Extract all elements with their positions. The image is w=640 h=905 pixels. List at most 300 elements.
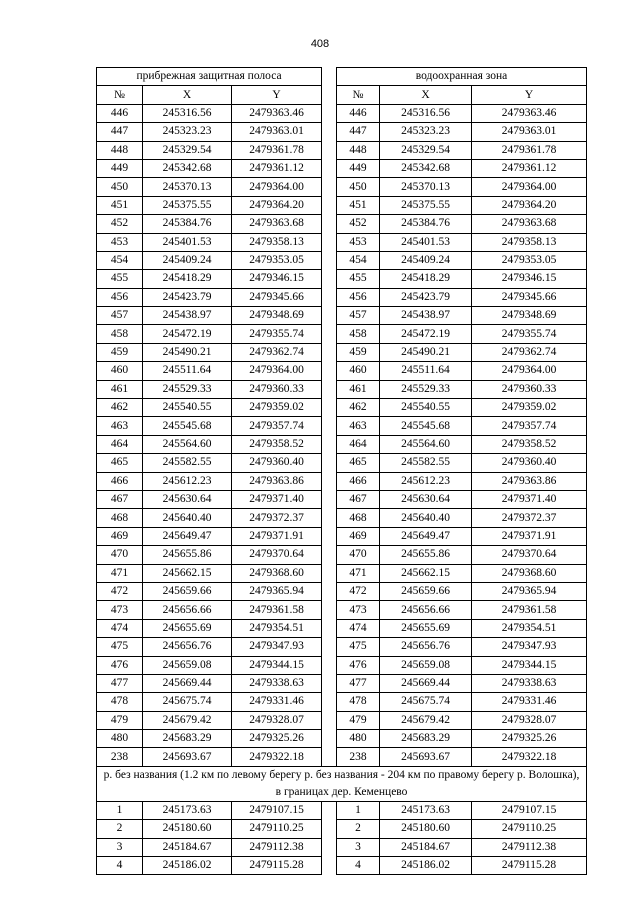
table-row — [97, 159, 587, 177]
x-coordinate-right: 245540.55 — [380, 399, 472, 417]
table-row — [97, 196, 587, 214]
y-coordinate-left: 2479322.18 — [232, 748, 322, 766]
x-coordinate-left: 245184.67 — [143, 838, 232, 856]
y-coordinate-left: 2479354.51 — [232, 619, 322, 637]
point-number-left: 469 — [97, 527, 143, 545]
y-coordinate-right: 2479344.15 — [472, 656, 587, 674]
x-coordinate-left: 245679.42 — [143, 711, 232, 729]
point-number-right: 3 — [337, 838, 380, 856]
table-row — [97, 748, 587, 766]
right-col-num-header: № — [337, 86, 380, 104]
column-gap — [322, 270, 337, 288]
point-number-right: 472 — [337, 582, 380, 600]
x-coordinate-left: 245418.29 — [143, 270, 232, 288]
y-coordinate-right: 2479322.18 — [472, 748, 587, 766]
point-number-left: 461 — [97, 380, 143, 398]
y-coordinate-right: 2479364.20 — [472, 196, 587, 214]
x-coordinate-left: 245384.76 — [143, 215, 232, 233]
point-number-left: 457 — [97, 307, 143, 325]
point-number-left: 449 — [97, 159, 143, 177]
x-coordinate-left: 245655.69 — [143, 619, 232, 637]
x-coordinate-left: 245401.53 — [143, 233, 232, 251]
point-number-right: 469 — [337, 527, 380, 545]
x-coordinate-right: 245675.74 — [380, 693, 472, 711]
column-gap — [322, 564, 337, 582]
y-coordinate-left: 2479364.00 — [232, 362, 322, 380]
point-number-left: 465 — [97, 454, 143, 472]
x-coordinate-left: 245564.60 — [143, 435, 232, 453]
column-gap — [322, 417, 337, 435]
table-row — [97, 472, 587, 490]
point-number-left: 1 — [97, 801, 143, 819]
y-coordinate-left: 2479325.26 — [232, 730, 322, 748]
x-coordinate-left: 245173.63 — [143, 801, 232, 819]
y-coordinate-left: 2479363.68 — [232, 215, 322, 233]
x-coordinate-right: 245693.67 — [380, 748, 472, 766]
x-coordinate-left: 245511.64 — [143, 362, 232, 380]
point-number-right: 453 — [337, 233, 380, 251]
y-coordinate-left: 2479371.40 — [232, 490, 322, 508]
point-number-left: 480 — [97, 730, 143, 748]
column-gap — [322, 435, 337, 453]
point-number-left: 462 — [97, 399, 143, 417]
x-coordinate-right: 245656.76 — [380, 638, 472, 656]
x-coordinate-right: 245438.97 — [380, 307, 472, 325]
point-number-right: 470 — [337, 546, 380, 564]
table-row — [97, 656, 587, 674]
column-gap — [322, 178, 337, 196]
x-coordinate-left: 245180.60 — [143, 820, 232, 838]
table-row — [97, 215, 587, 233]
river-section-title: р. без названия (1.2 км по левому берегу р. без названия - 204 км по правому берегу р. Волошка), в границах дер. Кеменцево — [97, 766, 587, 801]
column-gap — [322, 454, 337, 472]
y-coordinate-right: 2479368.60 — [472, 564, 587, 582]
column-gap — [322, 399, 337, 417]
x-coordinate-right: 245418.29 — [380, 270, 472, 288]
y-coordinate-right: 2479338.63 — [472, 674, 587, 692]
y-coordinate-right: 2479361.58 — [472, 601, 587, 619]
column-gap — [322, 325, 337, 343]
point-number-right: 480 — [337, 730, 380, 748]
column-gap — [322, 711, 337, 729]
y-coordinate-left: 2479348.69 — [232, 307, 322, 325]
x-coordinate-left: 245662.15 — [143, 564, 232, 582]
column-gap — [322, 123, 337, 141]
x-coordinate-left: 245640.40 — [143, 509, 232, 527]
point-number-right: 476 — [337, 656, 380, 674]
point-number-left: 477 — [97, 674, 143, 692]
point-number-left: 460 — [97, 362, 143, 380]
point-number-right: 238 — [337, 748, 380, 766]
x-coordinate-left: 245490.21 — [143, 343, 232, 361]
point-number-right: 462 — [337, 399, 380, 417]
column-gap — [322, 656, 337, 674]
y-coordinate-right: 2479328.07 — [472, 711, 587, 729]
y-coordinate-right: 2479364.00 — [472, 362, 587, 380]
column-gap — [322, 380, 337, 398]
point-number-left: 452 — [97, 215, 143, 233]
table-row — [97, 582, 587, 600]
y-coordinate-right: 2479372.37 — [472, 509, 587, 527]
column-gap — [322, 838, 337, 856]
y-coordinate-right: 2479346.15 — [472, 270, 587, 288]
column-gap — [322, 86, 337, 104]
y-coordinate-left: 2479363.86 — [232, 472, 322, 490]
y-coordinate-left: 2479345.66 — [232, 288, 322, 306]
point-number-left: 451 — [97, 196, 143, 214]
x-coordinate-right: 245173.63 — [380, 801, 472, 819]
table-row — [97, 454, 587, 472]
table-row — [97, 417, 587, 435]
y-coordinate-right: 2479363.68 — [472, 215, 587, 233]
point-number-left: 464 — [97, 435, 143, 453]
x-coordinate-right: 245659.66 — [380, 582, 472, 600]
point-number-left: 447 — [97, 123, 143, 141]
point-number-right: 466 — [337, 472, 380, 490]
point-number-right: 454 — [337, 251, 380, 269]
x-coordinate-left: 245375.55 — [143, 196, 232, 214]
column-gap — [322, 196, 337, 214]
point-number-left: 454 — [97, 251, 143, 269]
column-gap — [322, 141, 337, 159]
column-gap — [322, 472, 337, 490]
point-number-right: 4 — [337, 857, 380, 875]
point-number-left: 467 — [97, 490, 143, 508]
y-coordinate-left: 2479344.15 — [232, 656, 322, 674]
table-row — [97, 399, 587, 417]
y-coordinate-right: 2479365.94 — [472, 582, 587, 600]
column-gap — [322, 582, 337, 600]
table-row — [97, 343, 587, 361]
y-coordinate-right: 2479357.74 — [472, 417, 587, 435]
x-coordinate-left: 245329.54 — [143, 141, 232, 159]
point-number-right: 475 — [337, 638, 380, 656]
y-coordinate-left: 2479355.74 — [232, 325, 322, 343]
y-coordinate-right: 2479363.86 — [472, 472, 587, 490]
table-row — [97, 178, 587, 196]
point-number-left: 456 — [97, 288, 143, 306]
x-coordinate-right: 245423.79 — [380, 288, 472, 306]
table-row — [97, 490, 587, 508]
table-row — [97, 325, 587, 343]
y-coordinate-left: 2479346.15 — [232, 270, 322, 288]
column-gap — [322, 307, 337, 325]
column-gap — [322, 251, 337, 269]
point-number-right: 464 — [337, 435, 380, 453]
y-coordinate-left: 2479362.74 — [232, 343, 322, 361]
point-number-right: 471 — [337, 564, 380, 582]
y-coordinate-left: 2479112.38 — [232, 838, 322, 856]
point-number-right: 465 — [337, 454, 380, 472]
column-gap — [322, 509, 337, 527]
table-row — [97, 674, 587, 692]
x-coordinate-left: 245472.19 — [143, 325, 232, 343]
y-coordinate-left: 2479338.63 — [232, 674, 322, 692]
y-coordinate-left: 2479360.33 — [232, 380, 322, 398]
x-coordinate-right: 245659.08 — [380, 656, 472, 674]
x-coordinate-right: 245186.02 — [380, 857, 472, 875]
column-gap — [322, 801, 337, 819]
x-coordinate-right: 245375.55 — [380, 196, 472, 214]
point-number-left: 448 — [97, 141, 143, 159]
table-row — [97, 619, 587, 637]
y-coordinate-right: 2479360.33 — [472, 380, 587, 398]
y-coordinate-right: 2479363.01 — [472, 123, 587, 141]
point-number-right: 458 — [337, 325, 380, 343]
y-coordinate-right: 2479358.13 — [472, 233, 587, 251]
y-coordinate-right: 2479353.05 — [472, 251, 587, 269]
column-gap — [322, 215, 337, 233]
y-coordinate-right: 2479361.78 — [472, 141, 587, 159]
column-gap — [322, 362, 337, 380]
y-coordinate-left: 2479370.64 — [232, 546, 322, 564]
x-coordinate-left: 245656.76 — [143, 638, 232, 656]
x-coordinate-right: 245529.33 — [380, 380, 472, 398]
x-coordinate-right: 245180.60 — [380, 820, 472, 838]
x-coordinate-right: 245401.53 — [380, 233, 472, 251]
y-coordinate-left: 2479360.40 — [232, 454, 322, 472]
x-coordinate-left: 245438.97 — [143, 307, 232, 325]
point-number-right: 449 — [337, 159, 380, 177]
column-gap — [322, 527, 337, 545]
x-coordinate-left: 245669.44 — [143, 674, 232, 692]
y-coordinate-right: 2479362.74 — [472, 343, 587, 361]
y-coordinate-right: 2479345.66 — [472, 288, 587, 306]
point-number-left: 459 — [97, 343, 143, 361]
x-coordinate-left: 245370.13 — [143, 178, 232, 196]
point-number-right: 460 — [337, 362, 380, 380]
x-coordinate-right: 245655.69 — [380, 619, 472, 637]
point-number-left: 450 — [97, 178, 143, 196]
x-coordinate-right: 245409.24 — [380, 251, 472, 269]
y-coordinate-left: 2479364.00 — [232, 178, 322, 196]
y-coordinate-right: 2479363.46 — [472, 104, 587, 122]
x-coordinate-right: 245564.60 — [380, 435, 472, 453]
x-coordinate-left: 245659.08 — [143, 656, 232, 674]
y-coordinate-left: 2479110.25 — [232, 820, 322, 838]
point-number-left: 3 — [97, 838, 143, 856]
point-number-right: 468 — [337, 509, 380, 527]
y-coordinate-right: 2479110.25 — [472, 820, 587, 838]
column-gap — [322, 159, 337, 177]
y-coordinate-left: 2479358.13 — [232, 233, 322, 251]
right-col-x-header: X — [380, 86, 472, 104]
point-number-left: 458 — [97, 325, 143, 343]
y-coordinate-left: 2479361.78 — [232, 141, 322, 159]
table-row — [97, 251, 587, 269]
column-gap — [322, 546, 337, 564]
point-number-left: 453 — [97, 233, 143, 251]
point-number-right: 446 — [337, 104, 380, 122]
y-coordinate-left: 2479363.46 — [232, 104, 322, 122]
point-number-right: 477 — [337, 674, 380, 692]
left-col-num-header: № — [97, 86, 143, 104]
column-gap — [322, 490, 337, 508]
x-coordinate-left: 245656.66 — [143, 601, 232, 619]
table-row — [97, 380, 587, 398]
x-coordinate-left: 245693.67 — [143, 748, 232, 766]
point-number-right: 455 — [337, 270, 380, 288]
point-number-left: 470 — [97, 546, 143, 564]
y-coordinate-right: 2479325.26 — [472, 730, 587, 748]
x-coordinate-left: 245186.02 — [143, 857, 232, 875]
y-coordinate-left: 2479331.46 — [232, 693, 322, 711]
table-row — [97, 270, 587, 288]
point-number-left: 479 — [97, 711, 143, 729]
x-coordinate-right: 245329.54 — [380, 141, 472, 159]
table-row — [97, 307, 587, 325]
y-coordinate-left: 2479328.07 — [232, 711, 322, 729]
point-number-right: 473 — [337, 601, 380, 619]
column-gap — [322, 233, 337, 251]
point-number-left: 446 — [97, 104, 143, 122]
y-coordinate-left: 2479107.15 — [232, 801, 322, 819]
column-gap — [322, 820, 337, 838]
point-number-right: 467 — [337, 490, 380, 508]
table-row — [97, 638, 587, 656]
table-row — [97, 693, 587, 711]
point-number-right: 479 — [337, 711, 380, 729]
y-coordinate-right: 2479358.52 — [472, 435, 587, 453]
y-coordinate-left: 2479372.37 — [232, 509, 322, 527]
y-coordinate-right: 2479348.69 — [472, 307, 587, 325]
x-coordinate-left: 245540.55 — [143, 399, 232, 417]
column-gap — [322, 104, 337, 122]
x-coordinate-right: 245582.55 — [380, 454, 472, 472]
point-number-right: 461 — [337, 380, 380, 398]
y-coordinate-left: 2479361.12 — [232, 159, 322, 177]
y-coordinate-right: 2479364.00 — [472, 178, 587, 196]
x-coordinate-right: 245490.21 — [380, 343, 472, 361]
y-coordinate-right: 2479107.15 — [472, 801, 587, 819]
x-coordinate-right: 245630.64 — [380, 490, 472, 508]
x-coordinate-right: 245472.19 — [380, 325, 472, 343]
column-header-row — [97, 86, 587, 104]
x-coordinate-left: 245409.24 — [143, 251, 232, 269]
y-coordinate-left: 2479363.01 — [232, 123, 322, 141]
point-number-left: 466 — [97, 472, 143, 490]
point-number-left: 2 — [97, 820, 143, 838]
y-coordinate-right: 2479371.91 — [472, 527, 587, 545]
river-title-row — [97, 766, 587, 801]
point-number-right: 459 — [337, 343, 380, 361]
x-coordinate-left: 245655.86 — [143, 546, 232, 564]
y-coordinate-right: 2479355.74 — [472, 325, 587, 343]
column-gap — [322, 619, 337, 637]
table-row — [97, 820, 587, 838]
y-coordinate-right: 2479347.93 — [472, 638, 587, 656]
y-coordinate-left: 2479361.58 — [232, 601, 322, 619]
y-coordinate-left: 2479365.94 — [232, 582, 322, 600]
y-coordinate-right: 2479115.28 — [472, 857, 587, 875]
point-number-right: 463 — [337, 417, 380, 435]
point-number-left: 238 — [97, 748, 143, 766]
y-coordinate-right: 2479371.40 — [472, 490, 587, 508]
table-row — [97, 801, 587, 819]
x-coordinate-left: 245683.29 — [143, 730, 232, 748]
point-number-right: 452 — [337, 215, 380, 233]
y-coordinate-right: 2479360.40 — [472, 454, 587, 472]
right-col-y-header: Y — [472, 86, 587, 104]
column-gap — [322, 288, 337, 306]
y-coordinate-left: 2479368.60 — [232, 564, 322, 582]
x-coordinate-left: 245649.47 — [143, 527, 232, 545]
point-number-left: 468 — [97, 509, 143, 527]
point-number-left: 471 — [97, 564, 143, 582]
x-coordinate-left: 245659.66 — [143, 582, 232, 600]
y-coordinate-left: 2479357.74 — [232, 417, 322, 435]
right-section-title: водоохранная зона — [337, 68, 587, 86]
point-number-left: 474 — [97, 619, 143, 637]
y-coordinate-right: 2479361.12 — [472, 159, 587, 177]
column-gap — [322, 748, 337, 766]
x-coordinate-left: 245316.56 — [143, 104, 232, 122]
column-gap — [322, 857, 337, 875]
column-gap — [322, 693, 337, 711]
table-row — [97, 104, 587, 122]
x-coordinate-right: 245655.86 — [380, 546, 472, 564]
point-number-left: 473 — [97, 601, 143, 619]
x-coordinate-left: 245582.55 — [143, 454, 232, 472]
x-coordinate-right: 245679.42 — [380, 711, 472, 729]
x-coordinate-left: 245675.74 — [143, 693, 232, 711]
table-row — [97, 546, 587, 564]
point-number-right: 447 — [337, 123, 380, 141]
x-coordinate-left: 245630.64 — [143, 490, 232, 508]
table-row — [97, 564, 587, 582]
y-coordinate-left: 2479371.91 — [232, 527, 322, 545]
x-coordinate-right: 245656.66 — [380, 601, 472, 619]
column-gap — [322, 674, 337, 692]
coordinates-table — [96, 67, 587, 875]
x-coordinate-left: 245612.23 — [143, 472, 232, 490]
x-coordinate-right: 245370.13 — [380, 178, 472, 196]
y-coordinate-left: 2479358.52 — [232, 435, 322, 453]
table-row — [97, 857, 587, 875]
point-number-left: 475 — [97, 638, 143, 656]
x-coordinate-right: 245316.56 — [380, 104, 472, 122]
y-coordinate-right: 2479370.64 — [472, 546, 587, 564]
point-number-left: 463 — [97, 417, 143, 435]
point-number-left: 476 — [97, 656, 143, 674]
y-coordinate-left: 2479364.20 — [232, 196, 322, 214]
x-coordinate-left: 245323.23 — [143, 123, 232, 141]
table-row — [97, 435, 587, 453]
point-number-right: 456 — [337, 288, 380, 306]
x-coordinate-right: 245612.23 — [380, 472, 472, 490]
x-coordinate-left: 245342.68 — [143, 159, 232, 177]
left-col-x-header: X — [143, 86, 232, 104]
x-coordinate-right: 245662.15 — [380, 564, 472, 582]
table-row — [97, 509, 587, 527]
column-gap — [322, 730, 337, 748]
point-number-right: 1 — [337, 801, 380, 819]
x-coordinate-right: 245184.67 — [380, 838, 472, 856]
point-number-left: 455 — [97, 270, 143, 288]
table-row — [97, 141, 587, 159]
left-col-y-header: Y — [232, 86, 322, 104]
y-coordinate-right: 2479359.02 — [472, 399, 587, 417]
y-coordinate-right: 2479331.46 — [472, 693, 587, 711]
y-coordinate-left: 2479353.05 — [232, 251, 322, 269]
table-row — [97, 838, 587, 856]
table-row — [97, 362, 587, 380]
point-number-right: 450 — [337, 178, 380, 196]
table-row — [97, 123, 587, 141]
x-coordinate-right: 245384.76 — [380, 215, 472, 233]
y-coordinate-right: 2479354.51 — [472, 619, 587, 637]
table-row — [97, 730, 587, 748]
